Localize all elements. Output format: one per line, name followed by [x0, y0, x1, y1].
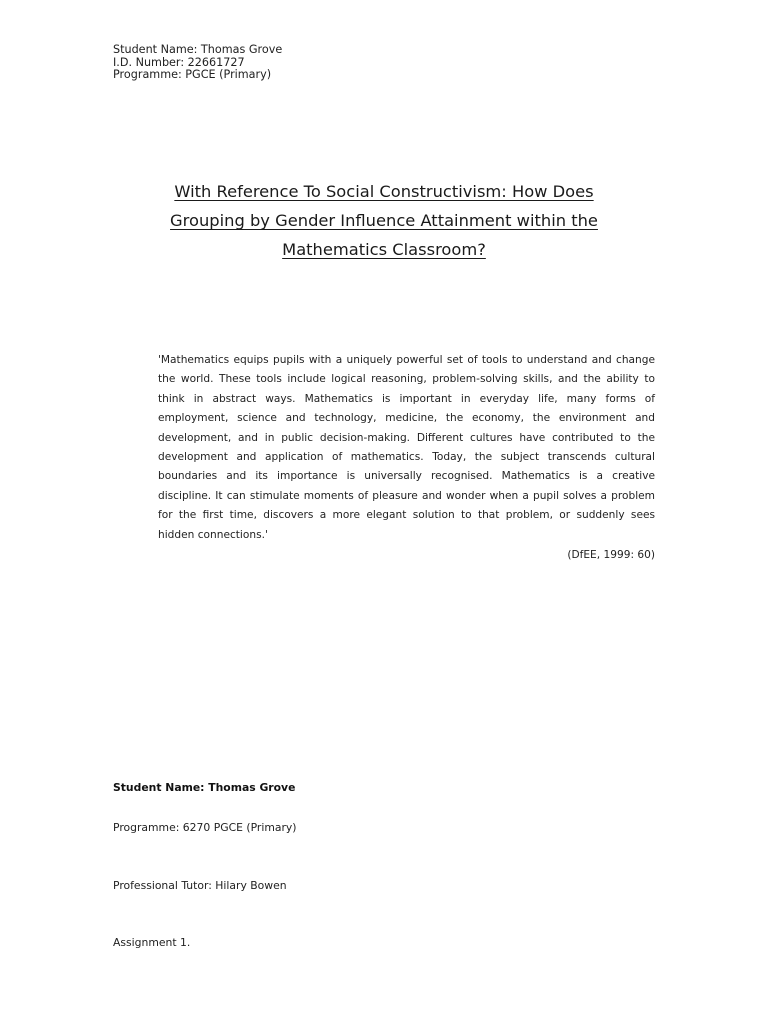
header-programme: Programme: PGCE (Primary)	[113, 68, 272, 81]
quote-line: 'Mathematics equips pupils with a uniquely powerful set of tools to understand and change	[158, 354, 655, 366]
header-id-number: I.D. Number: 22661727	[113, 55, 245, 69]
footer-professional-tutor: Professional Tutor: Hilary Bowen	[113, 879, 287, 892]
essay-title	[120, 181, 648, 268]
opening-quotation	[158, 351, 655, 545]
footer-assignment: Assignment 1.	[113, 936, 191, 949]
quote-line: boundaries and its importance is universally recognised. Mathematics is a creative	[158, 470, 655, 483]
quote-line: for the first time, discovers a more elegant solution to that problem, or suddenly sees	[158, 509, 655, 522]
student-details-header	[113, 44, 282, 82]
quote-line: hidden connections.'	[158, 528, 268, 541]
quote-line: think in abstract ways. Mathematics is important in everyday life, many forms of	[158, 392, 655, 405]
header-student-name: Student Name: Thomas Grove	[113, 43, 283, 56]
title-line-3: Mathematics Classroom?	[282, 240, 486, 259]
title-line-1: With Reference To Social Constructivism: How Does	[174, 182, 594, 201]
footer-student-name: Student Name: Thomas Grove	[113, 781, 296, 794]
quote-citation: (DfEE, 1999: 60)	[567, 549, 655, 561]
quote-line: the world. These tools include logical reasoning, problem-solving skills, and the ability to	[158, 373, 655, 386]
title-line-2: Grouping by Gender Influence Attainment within the	[170, 211, 598, 230]
quote-line: employment, science and technology, medicine, the economy, the environment and	[158, 412, 655, 425]
footer-programme: Programme: 6270 PGCE (Primary)	[113, 821, 297, 834]
quote-line: development and application of mathematics. Today, the subject transcends cultural	[158, 450, 655, 463]
quote-line: discipline. It can stimulate moments of pleasure and wonder when a pupil solves a problem	[158, 489, 655, 502]
quote-line: development, and in public decision-making. Different cultures have contributed to the	[158, 431, 655, 444]
